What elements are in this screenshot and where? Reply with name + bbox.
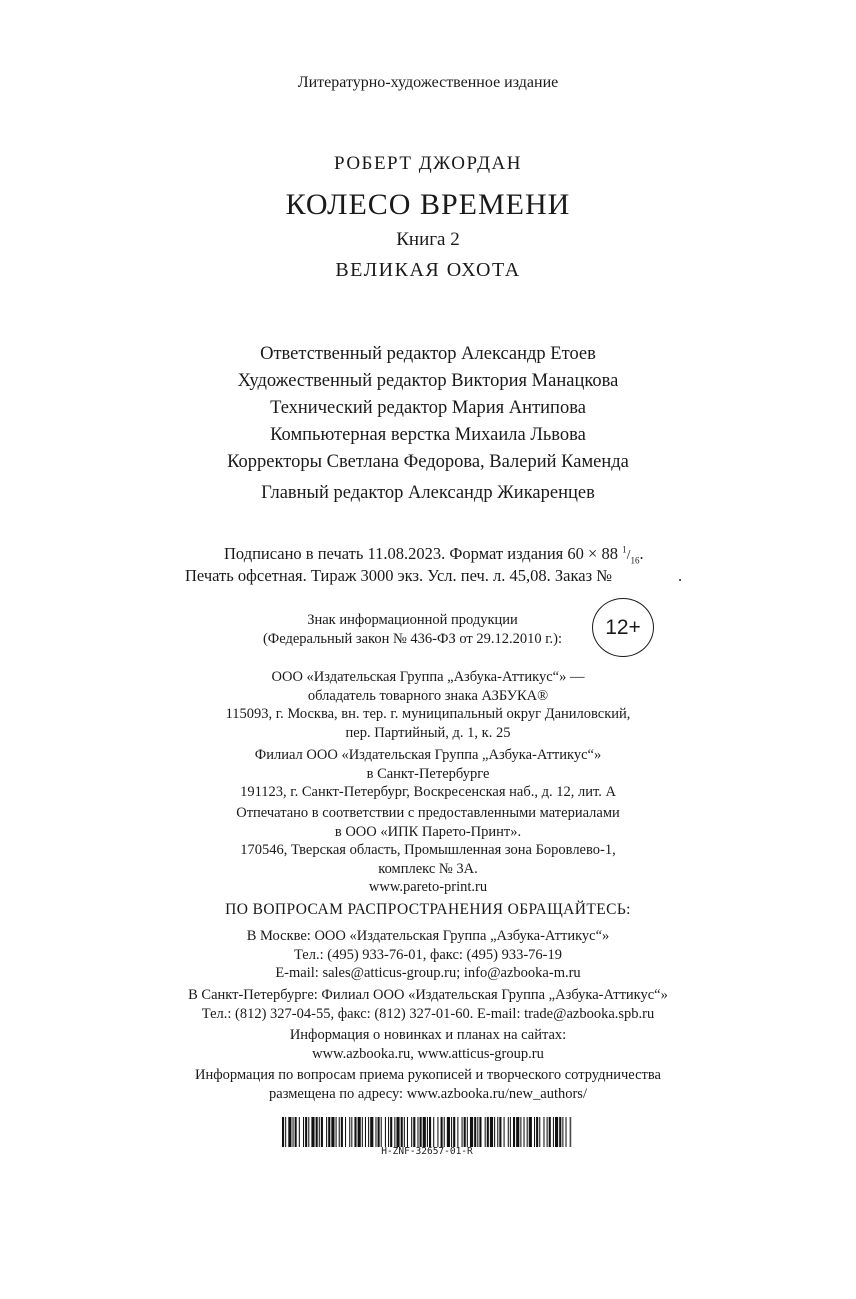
barcode-bar bbox=[457, 1117, 458, 1147]
series-title: КОЛЕСО ВРЕМЕНИ bbox=[285, 188, 571, 221]
barcode-bar bbox=[293, 1117, 294, 1147]
staff-line: Компьютерная верстка Михаила Львова bbox=[270, 425, 586, 445]
barcode-bar bbox=[358, 1117, 361, 1147]
barcode-bar bbox=[303, 1117, 304, 1147]
websites-line: www.azbooka.ru, www.atticus-group.ru bbox=[312, 1045, 544, 1062]
staff-line: Корректоры Светлана Федорова, Валерий Каменда bbox=[227, 452, 629, 472]
filial-line: Филиал ООО «Издательская Группа „Азбука-Аттикус“» bbox=[254, 747, 602, 763]
staff-credits bbox=[0, 341, 856, 476]
spb-contacts bbox=[0, 986, 856, 1023]
barcode-bar bbox=[508, 1117, 509, 1147]
spb-line: Тел.: (812) 327-04-55, факс: (812) 327-01-60. E-mail: trade@azbooka.spb.ru bbox=[201, 1005, 655, 1022]
barcode-bar bbox=[321, 1117, 323, 1147]
barcode-bar bbox=[555, 1117, 558, 1147]
barcode-bar bbox=[477, 1117, 478, 1147]
barcode-bar bbox=[370, 1117, 373, 1147]
barcode-bar bbox=[524, 1117, 525, 1147]
barcode-bar bbox=[566, 1117, 567, 1147]
staff-line: Ответственный редактор Александр Етоев bbox=[260, 344, 596, 364]
barcode-bar bbox=[316, 1117, 318, 1147]
barcode-bar bbox=[490, 1117, 493, 1147]
barcode-bar bbox=[494, 1117, 495, 1147]
edition-type: Литературно-художественное издание bbox=[297, 74, 559, 91]
book-title: ВЕЛИКАЯ ОХОТА bbox=[335, 259, 521, 281]
printer-line: комплекс № 3А. bbox=[378, 860, 478, 877]
moscow-line: Тел.: (495) 933-76-01, факс: (495) 933-76-19 bbox=[294, 946, 562, 963]
print-info-end: . bbox=[639, 544, 644, 563]
barcode-bar bbox=[319, 1117, 320, 1147]
publisher-block bbox=[0, 668, 856, 742]
printer-website: www.pareto-print.ru bbox=[368, 879, 488, 896]
barcode-bar bbox=[549, 1117, 551, 1147]
barcode-bar bbox=[527, 1117, 528, 1147]
print-info-line-1 bbox=[224, 544, 644, 565]
barcode-bar bbox=[328, 1117, 330, 1147]
manuscripts-line: размещена по адресу: www.azbooka.ru/new_authors/ bbox=[269, 1085, 587, 1102]
manuscripts-line: Информация по вопросам приема рукописей и творческого сотрудничества bbox=[195, 1067, 661, 1083]
barcode-bar bbox=[385, 1117, 386, 1147]
barcode-bar bbox=[396, 1117, 399, 1147]
barcode-bar bbox=[288, 1117, 291, 1147]
barcode-bar bbox=[365, 1117, 366, 1147]
barcode-bar bbox=[341, 1117, 343, 1147]
moscow-contacts bbox=[0, 927, 856, 983]
barcode-bar bbox=[433, 1117, 434, 1147]
barcode-bar bbox=[464, 1117, 466, 1147]
barcode-bar bbox=[362, 1117, 363, 1147]
barcode-bar bbox=[534, 1117, 535, 1147]
fraction-denominator: 16 bbox=[630, 555, 640, 566]
print-info-end: . bbox=[677, 566, 683, 585]
filial-block bbox=[0, 746, 856, 802]
barcode-bar bbox=[423, 1117, 426, 1147]
barcode-bar bbox=[285, 1117, 286, 1147]
barcode-bar bbox=[427, 1117, 428, 1147]
barcode-bar bbox=[467, 1117, 468, 1147]
distribution-heading: ПО ВОПРОСАМ РАСПРОСТРАНЕНИЯ ОБРАЩАЙТЕСЬ: bbox=[225, 901, 631, 918]
barcode-bar bbox=[354, 1117, 356, 1147]
barcode-bar bbox=[487, 1117, 489, 1147]
barcode-bar bbox=[513, 1117, 515, 1147]
barcode-bar bbox=[444, 1117, 445, 1147]
filial-line: в Санкт-Петербурге bbox=[366, 765, 490, 782]
barcode-bar bbox=[451, 1117, 452, 1147]
barcode-bar bbox=[390, 1117, 392, 1147]
barcode-bar bbox=[453, 1117, 455, 1147]
printer-line: Отпечатано в соответствии с предоставленными материалами bbox=[236, 805, 620, 821]
barcode-bar bbox=[539, 1117, 540, 1147]
staff-line: Технический редактор Мария Антипова bbox=[270, 398, 586, 418]
barcode-bar bbox=[499, 1117, 501, 1147]
rating-line: Знак информационной продукции bbox=[307, 612, 518, 628]
manuscripts-block bbox=[0, 1066, 856, 1103]
barcode-bar bbox=[447, 1117, 450, 1147]
printer-line: 170546, Тверская область, Промышленная зона Боровлево-1, bbox=[240, 842, 616, 859]
rating-line: (Федеральный закон № 436-ФЗ от 29.12.2010 г.): bbox=[262, 631, 563, 647]
barcode-bar bbox=[536, 1117, 538, 1147]
publisher-line: пер. Партийный, д. 1, к. 25 bbox=[345, 724, 511, 741]
fraction-numerator: 1 bbox=[622, 544, 627, 555]
barcode-bar bbox=[388, 1117, 389, 1147]
barcode-bar bbox=[553, 1117, 554, 1147]
barcode-bar bbox=[420, 1117, 422, 1147]
rating-text bbox=[240, 611, 585, 649]
barcode-bar bbox=[562, 1117, 563, 1147]
barcode-bar bbox=[336, 1117, 337, 1147]
barcode-bar bbox=[394, 1117, 395, 1147]
age-rating-badge: 12+ bbox=[592, 598, 654, 657]
barcode-bar bbox=[516, 1117, 519, 1147]
barcode-bar bbox=[368, 1117, 369, 1147]
barcode-bar bbox=[437, 1117, 438, 1147]
barcode-bar bbox=[504, 1117, 505, 1147]
barcode-bar bbox=[404, 1117, 405, 1147]
barcode-bar bbox=[308, 1117, 309, 1147]
barcode-bar bbox=[282, 1117, 284, 1147]
barcode-bar bbox=[559, 1117, 561, 1147]
barcode-bar bbox=[547, 1117, 548, 1147]
barcode-bar bbox=[351, 1117, 352, 1147]
publisher-line: 115093, г. Москва, вн. тер. г. муниципальный округ Даниловский, bbox=[225, 706, 631, 723]
moscow-line: E-mail: sales@atticus-group.ru; info@azbooka-m.ru bbox=[275, 965, 581, 982]
barcode-bar bbox=[520, 1117, 521, 1147]
barcode-bar bbox=[429, 1117, 431, 1147]
barcode-bar bbox=[345, 1117, 346, 1147]
publisher-line: обладатель товарного знака АЗБУКА® bbox=[307, 687, 549, 704]
barcode-bar bbox=[411, 1117, 412, 1147]
barcode-bar bbox=[570, 1117, 571, 1147]
barcode-bar bbox=[401, 1117, 403, 1147]
barcode-bar bbox=[331, 1117, 334, 1147]
barcode-bar bbox=[295, 1117, 297, 1147]
print-info-text: Подписано в печать 11.08.2023. Формат издания 60 × 88 bbox=[224, 544, 618, 563]
barcode-bar bbox=[299, 1117, 300, 1147]
barcode-bar bbox=[339, 1117, 340, 1147]
websites-block bbox=[0, 1026, 856, 1063]
websites-line: Информация о новинках и планах на сайтах: bbox=[289, 1027, 567, 1043]
barcode-bar bbox=[543, 1117, 544, 1147]
author-name: РОБЕРТ ДЖОРДАН bbox=[334, 153, 522, 174]
book-number: Книга 2 bbox=[396, 229, 460, 250]
barcode-text: H-ZNF-32657-01-R bbox=[381, 1146, 473, 1157]
printer-line: в ООО «ИПК Парето-Принт». bbox=[334, 823, 522, 840]
moscow-line: В Москве: ООО «Издательская Группа „Азбука-Аттикус“» bbox=[246, 928, 610, 944]
staff-line: Художественный редактор Виктория Манацкова bbox=[237, 371, 619, 391]
publisher-line: ООО «Издательская Группа „Азбука-Аттикус“» — bbox=[271, 669, 585, 685]
barcode-bar bbox=[485, 1117, 486, 1147]
barcode bbox=[282, 1117, 572, 1147]
barcode-bar bbox=[407, 1117, 408, 1147]
barcode-bar bbox=[529, 1117, 532, 1147]
barcode-bar bbox=[311, 1117, 314, 1147]
barcode-bar bbox=[470, 1117, 473, 1147]
barcode-bar bbox=[305, 1117, 307, 1147]
barcode-bar bbox=[462, 1117, 463, 1147]
barcode-bar bbox=[510, 1117, 511, 1147]
barcode-bar bbox=[378, 1117, 380, 1147]
spb-line: В Санкт-Петербурге: Филиал ООО «Издательская Группа „Азбука-Аттикус“» bbox=[188, 987, 668, 1003]
print-info-text: Печать офсетная. Тираж 3000 экз. Усл. печ. л. 45,08. Заказ № bbox=[185, 566, 612, 585]
format-fraction: $^1/_{16}$ bbox=[622, 544, 640, 566]
print-info-line-2 bbox=[185, 566, 682, 586]
printer-block bbox=[0, 804, 856, 897]
barcode-bar bbox=[375, 1117, 376, 1147]
barcode-bar bbox=[479, 1117, 481, 1147]
barcode-bar bbox=[417, 1117, 418, 1147]
barcode-bar bbox=[349, 1117, 350, 1147]
filial-line: 191123, г. Санкт-Петербург, Воскресенская наб., д. 12, лит. А bbox=[240, 784, 616, 801]
barcode-bar bbox=[326, 1117, 327, 1147]
barcode-bar bbox=[413, 1117, 415, 1147]
barcode-bar bbox=[474, 1117, 476, 1147]
barcode-bar bbox=[441, 1117, 443, 1147]
barcode-bar bbox=[381, 1117, 382, 1147]
barcode-bar bbox=[497, 1117, 498, 1147]
chief-editor: Главный редактор Александр Жикаренцев bbox=[261, 483, 595, 503]
